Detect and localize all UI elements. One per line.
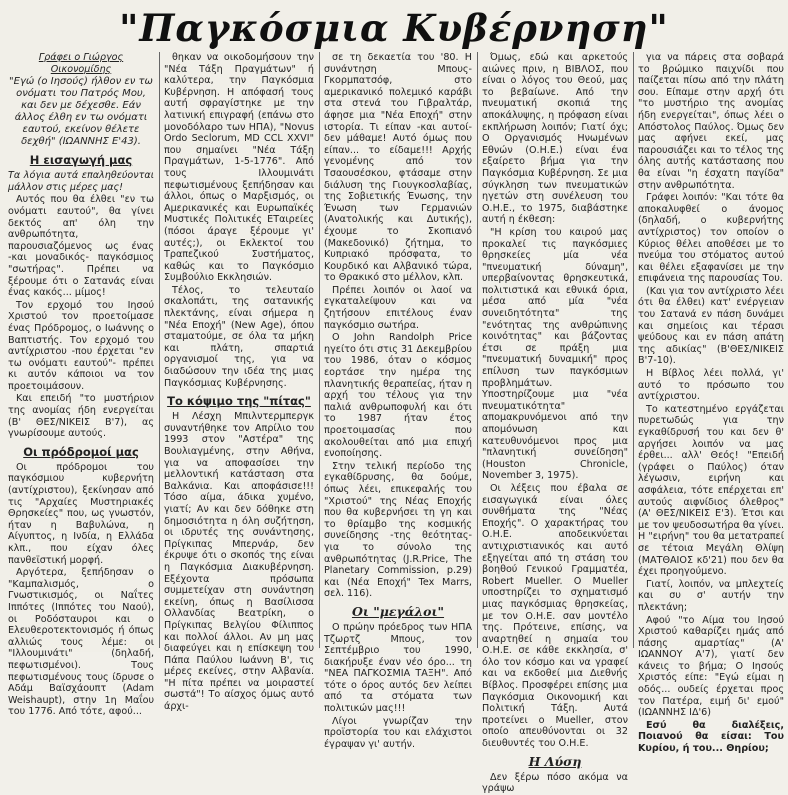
paragraph: Τα λόγια αυτά επαληθεύονται μάλλον στις μέρες μας! [8, 170, 154, 193]
paragraph: Το κατεστημένο εργάζεται πυρετωδώς για την εγκαθίδρυσή του και δεν θ' αργήσει λοιπόν να μας έρθει... αλλ' Θεός! "Επειδή (γράφει ο Παύλος) όταν λέγωσιν, ειρήνη και ασφάλεια, τότε επέρχεται επ' αυτούς αιφνίδιος όλεθρος" (Α' ΘΕΣ/ΝΙΚΕΙΣ Ε'3). Έτσι και με τον ψευδοσωτήρα θα γίνει. Η "ειρήνη" του θα μετατραπεί σε τέτοια Μεγάλη Θλίψη (ΜΑΤΘΑΙΟΣ κδ'21) που δεν θα έχει προηγούμενο. [638, 403, 784, 578]
column-divider [159, 52, 160, 648]
byline: Γράφει ο Γιώργος Οικονομίδης [38, 52, 124, 75]
epigraph: "Εγώ (ο Ιησούς) ήλθον εν τω ονόματι του Πατρός Μου, και δεν με δέχεσθε. Εάν άλλος έλθη εν τω ονόματι εαυτού, εκείνον θέλετε δεχθή" (ΙΩΑΝΝΗΣ Ε'43). [9, 76, 153, 148]
article-columns [8, 52, 784, 795]
column-5 [638, 52, 784, 755]
column-divider [319, 52, 320, 648]
column-3 [324, 52, 472, 750]
paragraph: Η Λέσχη Μπιλντερμπεργκ συναντήθηκε τον Απρίλιο του 1993 στον "Αστέρα" της Βουλιαγμένης, στην Αθήνα, για να αποφασίσει την μελλοντική κατάσταση στα Βαλκάνια. Και αποφάσισε!!! Τόσο αίμα, άδικα χυμένο, γιατί; Αν και δεν δόθηκε στη δημοσιότητα η όλη συζήτηση, οι ιδρυτές της συνάντησης, Πρίγκιπας Μπερνάρ, δεν έκρυψε ότι ο σκοπός της είναι η Παγκόσμια Διακυβέρνηση. Εξέχοντα πρόσωπα συμμετείχαν στη συνάντηση εκείνη, όπως η Βασίλισσα Ολλανδίας Βεατρίκη, ο Πρίγκιπας Βελγίου Φίλιππος και πολλοί άλλοι. Αν μη μας διαφεύγει και η επίσκεψη του Πάπα Παύλου Ιωάννη Β', τις μέρες εκείνες, στην Αλβανία. "Η πίτα πρέπει να μοιραστεί σωστά"! Το αίσχος όμως αυτό άρχι- [164, 411, 314, 713]
paragraph: Πρέπει λοιπόν οι λαοί να εγκαταλείψουν και να ζητήσουν επιτέλους έναν παγκόσμιο σωτήρα. [324, 284, 472, 331]
paragraph: (Και για τον αντίχριστο λέει ότι θα έλθει) κατ' ενέργειαν του Σατανά εν πάση δυνάμει και σημείοις και τέρασι ψεύδους και εν πάση απάτη της αδικίας" (Β'ΘΕΣ/ΝΙΚΕΙΣ Β'7-10). [638, 285, 784, 367]
paragraph: Οι λέξεις που έβαλα σε εισαγωγικά είναι όλες συνθήματα της "Νέας Εποχής". Ο χαρακτήρας του Ο.Η.Ε. αποδεικνύεται αντιχριστιανικός και αυτό εξηγείται από τη στάση του βοηθού Γενικού Γραμματέα, Robert Mueller. Ο Mueller υποστηρίζει το σχηματισμό μιας παγκόσμιας θρησκείας, με τον Ο.Η.Ε. σαν μοντέλο της. Πρότεινε, επίσης, να αναρτηθεί η σημαία του Ο.Η.Ε. σε κάθε εκκλησία, σ' όλο τον κόσμο και να γραφεί και να εκδοθεί μια Διεθνής Βίβλος. Προσφέρει επίσης μια Παγκόσμια Οικονομική και Πολιτική Τάξη. Αυτά προτείνει ο Mueller, στον οποίο απευθύνονται οι 32 διευθυντές του Ο.Η.Ε. [482, 482, 628, 750]
closing-line: Εσύ θα διαλέξεις, Ποιανού θα είσαι: Του Κυρίου, ή του... Θηρίου; [638, 719, 784, 755]
paragraph: Γιατί, λοιπόν, να μπλεχτείς και συ σ' αυτήν την πλεκτάνη; [638, 578, 784, 613]
paragraph: Στην τελική περίοδο της εγκαθίδρυσης, θα δούμε, όπως λέει, επικεφαλής του "Χριστού" της Νέας Εποχής που θα κυβερνήσει τη γη και το θρίαμβο της κοσμικής συνείδησης -της θεότητας- για το σύνολο της ανθρωπότητας (J.R.Price, The Planetary Commission, p.29) και (Νέα Εποχή" Tex Marrs, σελ. 116). [324, 460, 472, 600]
paragraph: Τον ερχομό του Ιησού Χριστού τον προετοίμασε ένας Πρόδρομος, ο Ιωάννης ο Βαπτιστής. Τον ερχομό του αντίχριστου -που έρχεται "εν τω ονόματι εαυτού"- πρέπει κι αυτόν κάποιοι να τον προετοιμάσουν. [8, 299, 154, 392]
section-heading-pitas: Το κόψιμο της "πίτας" [167, 394, 311, 409]
paragraph: θηκαν να οικοδομήσουν την "Νέα Τάξη Πραγμάτων" ή καλύτερα, την Παγκόσμια Κυβέρνηση. Η απόφασή τους αυτή σφραγίστηκε με την λατινική επιγραφή (επάνω στο μονοδόλαρο των ΗΠΑ), "Novus Ordo Seclorum, MD CCL XXVI" που σημαίνει "Νέα Τάξη Πραγμάτων, 1-5-1776". Από τους Ιλλουμινάτι πεφωτισμένους ξεπήδησαν και άλλοι, όπως ο Μαρξισμός, οι Αμερικανικές και Ευρωπαϊκές Μυστικές Πολιτικές ΕΤαιρείες (πόσοι άραγε ξέρουμε γι' αυτές;), οι Εκλεκτοί του Τραπεζικού Συστήματος, καθώς και το Παγκόσμιο Συμβούλιο Εκκλησιών. [164, 52, 314, 284]
column-4 [482, 52, 628, 795]
column-2 [164, 52, 314, 713]
paragraph: Ο πρώην πρόεδρος των ΗΠΑ Τζωρτζ Μπους, τον Σεπτέμβριο του 1990, διακήρυξε έναν νέο όρο... τη "ΝΕΑ ΠΑΓΚΟΣΜΙΑ ΤΑΞΗ". Από τότε ο όρος αυτός δεν λείπει από τα στόματα των πολιτικών μας!!! [324, 621, 472, 715]
column-divider [477, 52, 478, 648]
paragraph: Αυτός που θα έλθει "εν τω ονόματι εαυτού", θα γίνει δεκτός απ' όλη την ανθρωπότητα, παρουσιαζόμενος ως ένας -και μοναδικός- παγκόσμιος "σωτήρας". Πρέπει να ξέρουμε ότι ο Σατανάς είναι ένας κακός... μίμος! [8, 194, 154, 299]
paragraph: Αργότερα, ξεπήδησαν ο "Καμπαλισμός, ο Γνωστικισμός, οι Ναΐτες Ιππότες (Ιππότες του Ναού), οι Ροδόσταυροι και ο Ελευθεροτεκτονισμός ή όπως αλλιώς τους λέμε: οι "Ιλλουμινάτι" (δηλαδή, πεφωτισμένοι). Τους πεφωτισμένους τους ίδρυσε ο Αδάμ Βαϊσχάουπτ (Adam Weishaupt), στην 1η Μαΐου του 1776. Από τότε, αφού... [8, 567, 154, 718]
paragraph: Ο John Randolph Price ηγείτο ότι στις 31 Δεκεμβρίου του 1986, όταν ο κόσμος εορτάσε την ημέρα της πλανητικής θεραπείας, ήταν η αρχή του τέλους για την παλιά ανθρωποφυλή και ότι το 1987 ήταν έτος προετοιμασίας που ακολουθείται από μια επιχή ενοποίησης. [324, 332, 472, 460]
section-heading-lysi: Η Λύση [528, 753, 582, 769]
section-heading-intro: Η εισαγωγή μας [29, 153, 133, 168]
paragraph: Και επειδή "το μυστήριον της ανομίας ήδη ενεργείται (Β' ΘΕΣ/ΝΙΚΕΙΣ Β'7), ας γνωρίσουμε αυτούς. [8, 393, 154, 440]
paragraph: Οι πρόδρομοι του παγκόσμιου κυβερνήτη (αντίχριστου), ξεκίνησαν από τις "Αρχαίες Μυστηριακές Θρησκείες" που, ως γνωστόν, ήταν η Βαβυλώνα, η Αίγυπτος, η Ινδία, η Ελλάδα κλπ., που είχαν όλες πανθεϊστική μορφή. [8, 461, 154, 566]
paragraph: Η Βίβλος λέει πολλά, γι' αυτό το πρόσωπο του αντίχριστου. [638, 368, 784, 403]
paragraph: Δεν ξέρω πόσο ακόμα να γράψω [482, 771, 628, 795]
section-heading-forerunners: Οι πρόδρομοί μας [23, 444, 139, 459]
paragraph: "Η κρίση του καιρού μας προκαλεί τις παγκόσμιες θρησκείες μία νέα "πνευματική δύναμη", υπερβαίνοντας θρησκευτικά, πολιτιστικά και εθνικά όρια, μέσα από μία "νέα συνειδητότητα" της "ενότητας της ανθρώπινης κοινότητας" και βάζοντας έτσι σε πράξη μια "πνευματική δυναμική" προς επίλυση των παγκόσμιων προβλημάτων. Υποστηρίζουμε μια "νέα πνευματικότητα" απομακρυνόμενοι από την απομόνωση και κατευθυνόμενοι προς μια "πλανητική συνείδηση" (Houston Chronicle, November 3, 1975). [482, 226, 628, 482]
paragraph: Τέλος, το τελευταίο σκαλοπάτι, της σατανικής πλεκτάνης, είναι σήμερα η "Νέα Εποχή" (New Age), όπου σταματούμε, σε όλα τα μήκη και πλάτη, σπαρτιά οργανισμοί της, για να διαδώσουν την ιδέα της μιας Παγκόσμιας Κυβέρνησης. [164, 284, 314, 389]
column-divider [633, 52, 634, 648]
paragraph: Αφού "το Αίμα του Ιησού Χριστού καθαρίζει ημάς από πάσης αμαρτίας" (Α' ΙΩΑΝΝΟΥ Α'7), γιατί δεν κάνεις το βήμα; Ο Ιησούς Χριστός είπε: "Εγώ είμαι η οδός... ουδείς έρχεται προς τον Πατέρα, ειμή δι' εμού" (ΙΩΑΝΝΗΣ ΙΔ'6) [638, 614, 784, 719]
column-1 [8, 52, 154, 718]
section-heading-megaloi: Οι "μεγάλοι" [351, 603, 445, 619]
paragraph: Λίγοι γνωρίζαν την προϊστορία του και ελάχιστοι έγραψαν γι' αυτήν. [324, 715, 472, 750]
article-title: "Παγκόσμια Κυβέρνηση" [119, 6, 669, 50]
paragraph: Γράφει λοιπόν: "Και τότε θα αποκαλυφθεί ο άνομος (δηλαδή, ο κυβερνήτης αντίχριστος) τον οποίον ο Κύριος θέλει αποθέσει με το πνεύμα του στόματος αυτού και θέλει εξαφανίσει με την επιφάνεια της παρουσίας Του. [638, 192, 784, 285]
paragraph: για να πάρεις στα σοβαρά το βρώμικο παιχνίδι που παίζεται πίσω από την πλάτη σου. Είπαμε στην αρχή ότι "το μυστήριο της ανομίας ήδη ενεργείται", όπως λέει ο Απόστολος Παύλος. Όμως δεν μας αφήνει εκεί, μας παρουσιάζει και το τέλος της όλης αυτής κατάστασης που θα είναι "η έσχατη παγίδα" στην ανθρωπότητα. [638, 52, 784, 191]
paragraph: Όμως, εδώ και αρκετούς αιώνες πριν, η ΒΙΒΛΟΣ, που είναι ο λόγος του Θεού, μας το βεβαίωνε. Από την πνευματική σκοπιά της αποκάλυψης, η πρόφαση είναι εκπλήρωση λοιπόν; Γιατί όχι; Ο Οργανισμός Ηνωμένων Εθνών (Ο.Η.Ε.) είναι ένα εξαίρετο βήμα για την Παγκόσμια Κυβέρνηση. Σε μια σύγκληση των πνευματικών ηγετών στη συνέλευση του Ο.Η.Ε., το 1975, διαβάστηκε αυτή η έκθεση: [482, 52, 628, 226]
paragraph: σε τη δεκαετία του '80. Η συνάντηση Μπους-Γκορμπατσόφ, στο αμερικανικό πολεμικό καράβι στα στενά του Γιβραλτάρ, άφησε μια "Νέα Εποχή" στην ιστορία. Τι είπαν -και αυτοί- δεν μάθαμε! Αυτό όμως που είπαν... το είδαμε!!! Αρχής γενομένης από τον Τσαουσέσκου, φτάσαμε στην διάλυση της Γιουγκοσλαβίας, της Σοβιετικής Ένωσης, την Ένωση των Γερμανιών (Ανατολικής και Δυτικής), έχουμε το Σκοπιανό (Μακεδονικό) ζήτημα, το Κυπριακό πρόσφατα, το Κουρδικό και Αλβανικό τώρα, το Θρακικό στο μέλλον, κλπ. [324, 52, 472, 284]
